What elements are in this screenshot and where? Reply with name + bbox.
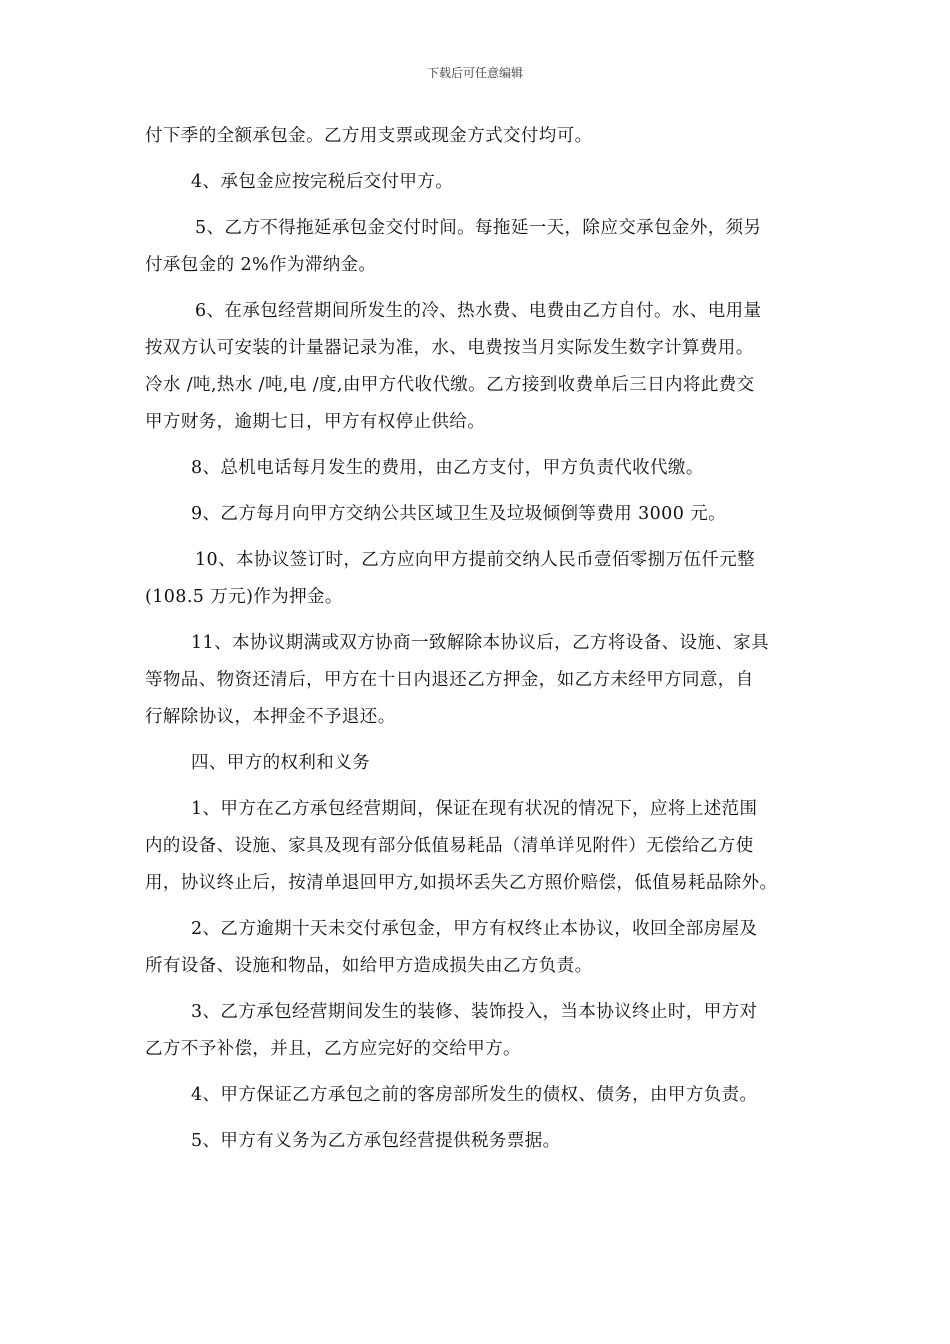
paragraph-10 [145, 911, 813, 985]
text-line: 冷水 /吨,热水 /吨,电 /度,由甲方代收代缴。乙方接到收费单后三日内将此费交 [145, 375, 755, 395]
text-line: 5、甲方有义务为乙方承包经营提供税务票据。 [191, 1131, 561, 1151]
text-line: 1、甲方在乙方承包经营期间，保证在现有状况的情况下，应将上述范围 [191, 799, 758, 819]
text-line: 内的设备、设施、家具及现有部分低值易耗品（清单详见附件）无偿给乙方使 [145, 836, 754, 856]
text-line: 10、本协议签订时，乙方应向甲方提前交纳人民币壹佰零捌万伍仟元整 [195, 550, 756, 570]
text-line: 等物品、物资还清后，甲方在十日内退还乙方押金，如乙方未经甲方同意，自 [145, 670, 754, 690]
paragraph-6 [145, 496, 813, 533]
text-line: 行解除协议，本押金不予退还。 [145, 707, 396, 727]
paragraph-13 [145, 1123, 813, 1160]
text-line: 11、本协议期满或双方协商一致解除本协议后，乙方将设备、设施、家具 [191, 633, 769, 653]
paragraph-3 [145, 210, 813, 284]
text-line: 用，协议终止后，按清单退回甲方,如损坏丢失乙方照价赔偿，低值易耗品除外。 [145, 873, 778, 893]
paragraph-4 [145, 293, 813, 441]
paragraph-2 [145, 164, 813, 201]
paragraph-11 [145, 994, 813, 1068]
text-line: (108.5 万元)作为押金。 [145, 587, 343, 607]
text-line: 甲方财务，逾期七日，甲方有权停止供给。 [145, 412, 486, 432]
text-line: 付下季的全额承包金。乙方用支票或现金方式交付均可。 [145, 126, 593, 146]
text-line: 5、乙方不得拖延承包金交付时间。每拖延一天，除应交承包金外，须另 [195, 218, 762, 238]
paragraph-8 [145, 625, 813, 736]
text-line: 4、甲方保证乙方承包之前的客房部所发生的债权、债务，由甲方负责。 [191, 1085, 758, 1105]
paragraph-12 [145, 1077, 813, 1114]
text-line: 6、在承包经营期间所发生的冷、热水费、电费由乙方自付。水、电用量 [195, 301, 762, 321]
page-header: 下载后可任意编辑 [426, 66, 523, 80]
text-line: 按双方认可安装的计量器记录为准，水、电费按当月实际发生数字计算费用。 [145, 338, 754, 358]
text-line: 所有设备、设施和物品，如给甲方造成损失由乙方负责。 [145, 956, 593, 976]
text-line: 4、承包金应按完税后交付甲方。 [191, 172, 454, 192]
paragraph-7 [145, 542, 813, 616]
text-line: 乙方不予补偿，并且，乙方应完好的交给甲方。 [145, 1039, 521, 1059]
text-line: 2、乙方逾期十天未交付承包金，甲方有权终止本协议，收回全部房屋及 [191, 919, 758, 939]
paragraph-9 [145, 791, 813, 902]
text-line: 8、总机电话每月发生的费用，由乙方支付，甲方负责代收代缴。 [191, 458, 704, 478]
document-body [145, 118, 813, 1169]
text-line: 9、乙方每月向甲方交纳公共区域卫生及垃圾倾倒等费用 3000 元。 [191, 504, 726, 524]
text-line: 3、乙方承包经营期间发生的装修、装饰投入，当本协议终止时，甲方对 [191, 1002, 758, 1022]
paragraph-5 [145, 450, 813, 487]
paragraph-1 [145, 118, 813, 155]
text-line: 四、甲方的权利和义务 [191, 753, 370, 773]
section-heading [145, 745, 813, 782]
text-line: 付承包金的 2%作为滞纳金。 [145, 255, 377, 275]
